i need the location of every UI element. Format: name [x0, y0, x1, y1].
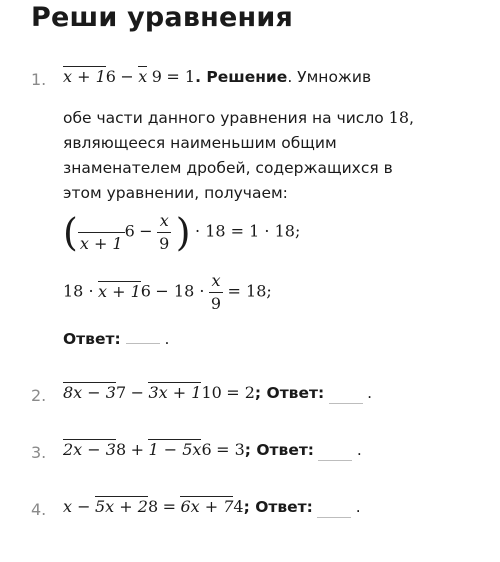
task-2-equation: [63, 382, 372, 404]
answer-period: .: [356, 441, 362, 459]
comma: ,: [409, 109, 414, 127]
term-tail: 8: [115, 440, 127, 459]
answer-row-1: [63, 327, 169, 348]
solution-label-dot: .: [195, 68, 207, 86]
overline-term: 8x − 3: [63, 383, 116, 402]
solution-line-2: [63, 108, 414, 127]
answer-period: .: [367, 384, 373, 402]
answer-period: .: [355, 498, 361, 516]
operator: +: [130, 440, 145, 459]
numerator: x: [211, 271, 221, 290]
fraction: [209, 272, 223, 313]
solution-line-5: этом уравнении, получаем:: [63, 184, 288, 202]
task-1-equation: [63, 66, 371, 87]
operator: −: [120, 67, 134, 86]
answer-label: ; Ответ:: [243, 498, 313, 516]
rhs: = 1: [166, 67, 196, 86]
answer-blank[interactable]: [126, 327, 160, 344]
solution-step-1: [63, 212, 300, 253]
page-title: Реши уравнения: [31, 2, 294, 33]
overline-term: 6x + 7: [180, 497, 234, 516]
rhs: = 3: [216, 440, 245, 459]
operator: =: [162, 497, 176, 516]
term-tail: 6: [140, 281, 151, 301]
task-4-equation: [63, 496, 361, 518]
answer-blank[interactable]: [317, 501, 351, 518]
answer-period: .: [164, 330, 170, 348]
solution-step-2: [63, 272, 272, 313]
fraction: [78, 212, 125, 253]
answer-blank[interactable]: [318, 444, 352, 461]
left-paren: (: [63, 210, 78, 255]
numerator: x: [159, 211, 169, 230]
term-tail: 9: [151, 67, 162, 86]
overline-term: x + 1: [63, 67, 106, 86]
task-number: 4.: [31, 500, 47, 519]
right-paren: ): [175, 210, 191, 255]
term-tail: 6: [124, 221, 135, 241]
answer-label: ; Ответ:: [254, 384, 325, 402]
term-tail: 10: [201, 383, 222, 402]
mid-term: − 18 ·: [155, 281, 205, 301]
numerator: [97, 212, 106, 232]
solution-number: 18: [388, 108, 410, 127]
lead-term: x −: [63, 497, 91, 516]
lead-term: 18 ·: [63, 281, 94, 301]
term-tail: 8: [147, 497, 159, 516]
overline-term: 5x + 2: [94, 497, 148, 516]
task-3-equation: [63, 439, 362, 461]
overline-term: 1 − 5x: [148, 440, 202, 459]
term-tail: 6: [201, 440, 212, 459]
denominator: x + 1: [79, 234, 123, 253]
task-number: 2.: [31, 386, 47, 405]
denominator: 9: [159, 234, 170, 253]
solution-line-3: являющееся наименьшим общим: [63, 134, 337, 152]
equation-rest: = 18;: [227, 281, 272, 301]
overline-term: 3x + 1: [148, 383, 202, 402]
term-tail: 4: [233, 497, 244, 516]
solution-line-4: знаменателем дробей, содержащихся в: [63, 159, 393, 177]
answer-label: ; Ответ:: [244, 441, 315, 459]
answer-label: Ответ:: [63, 330, 121, 348]
denominator: 9: [210, 294, 222, 313]
term-tail: 7: [115, 383, 127, 402]
rhs: = 2: [226, 383, 255, 402]
overline-term: x + 1: [97, 281, 141, 301]
task-number: 1.: [31, 70, 47, 89]
task-number: 3.: [31, 443, 47, 462]
operator: −: [130, 383, 145, 402]
overline-term: x: [138, 67, 148, 86]
equation-rest: · 18 = 1 · 18;: [195, 221, 301, 241]
overline-term: 2x − 3: [63, 440, 116, 459]
solution-label: Решение: [206, 68, 288, 86]
operator: −: [139, 221, 153, 241]
solution-text: обе части данного уравнения на число: [63, 109, 384, 127]
answer-blank[interactable]: [329, 387, 363, 404]
solution-text: . Умножив: [287, 68, 372, 86]
fraction: [157, 212, 171, 253]
term-tail: 6: [105, 67, 116, 86]
